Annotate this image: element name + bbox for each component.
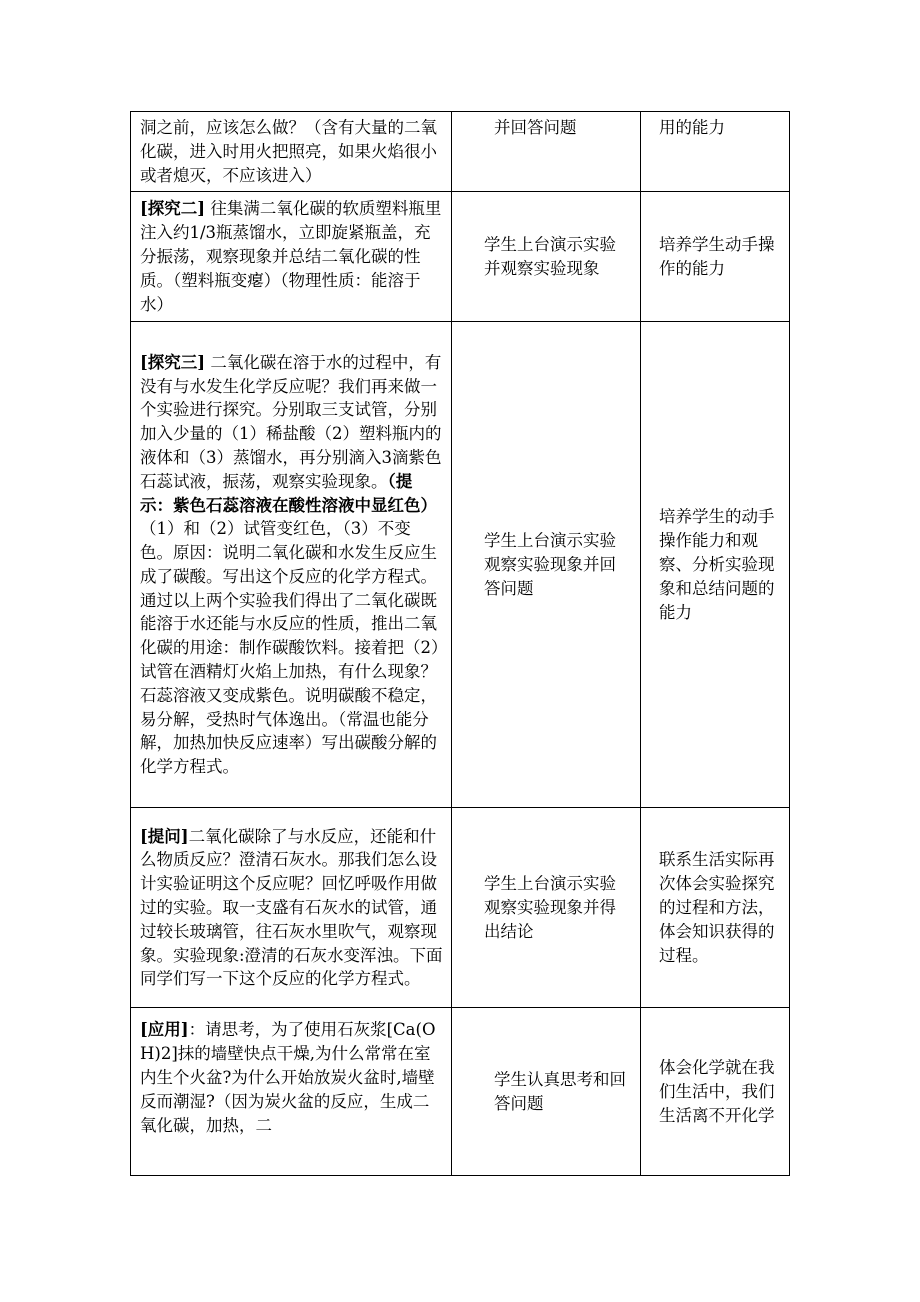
table-row — [131, 808, 790, 1008]
row-content: 洞之前，应该怎么做？（含有大量的二氧化碳，进入时用火把照亮，如果火焰很小或者熄灭，不应该进入） — [140, 118, 437, 185]
section-tag: [提问] — [140, 826, 189, 846]
row-content-continued: （1）和（2）试管变红色，（3）不变色。原因：说明二氧化碳和水发生反应生成了碳酸。写出这个反应的化学方程式。通过以上两个实验我们得出了二氧化碳既能溶于水还能与水反应的性质，推出二氧化碳的用途：制作碳酸饮料。接着把（2）试管在酒精灯火焰上加热，有什么现象？石蕊溶液又变成紫色。说明碳酸不稳定，易分解，受热时气体逸出。（常温也能分解，加热加快反应速率）写出碳酸分解的化学方程式。 — [140, 519, 440, 777]
design-purpose-text: 培养学生的动手操作能力和观察、分析实验现象和总结问题的能力 — [659, 507, 775, 622]
student-activity-text: 学生上台演示实验观察实验现象并得出结论 — [484, 874, 616, 941]
design-purpose-text: 联系生活实际再次体会实验探究的过程和方法，体会知识获得的过程。 — [659, 850, 775, 965]
student-activity-cell — [452, 1008, 641, 1176]
section-tag: [探究三] — [140, 352, 206, 372]
student-activity-cell — [452, 808, 641, 1008]
section-tag: [应用] — [140, 1020, 189, 1040]
teacher-activity-cell — [131, 192, 452, 322]
design-purpose-text: 体会化学就在我们生活中，我们生活离不开化学 — [659, 1058, 775, 1125]
teacher-activity-cell — [131, 808, 452, 1008]
student-activity-cell — [452, 322, 641, 808]
teacher-activity-cell — [131, 322, 452, 808]
teacher-activity-cell — [131, 112, 452, 192]
table-row — [131, 192, 790, 322]
design-purpose-cell — [641, 112, 790, 192]
student-activity-text: 并回答问题 — [494, 118, 577, 137]
table-row — [131, 112, 790, 192]
hint-text: （提示：紫色石蕊溶液在酸性溶液中显红色） — [140, 471, 437, 515]
design-purpose-text: 用的能力 — [659, 118, 725, 137]
teacher-activity-cell — [131, 1008, 452, 1176]
row-content: 二氧化碳除了与水反应，还能和什么物质反应？澄清石灰水。那我们怎么设计实验证明这个反应呢？回忆呼吸作用做过的实验。取一支盛有石灰水的试管，通过较长玻璃管，往石灰水里吹气，观察现象。实验现象:澄清的石灰水变浑浊。下面同学们写一下这个反应的化学方程式。 — [140, 826, 443, 989]
design-purpose-cell — [641, 192, 790, 322]
design-purpose-cell — [641, 322, 790, 808]
section-tag: [探究二] — [140, 199, 206, 219]
lesson-plan-table — [130, 111, 790, 1176]
row-content: 二氧化碳在溶于水的过程中，有没有与水发生化学反应呢？我们再来做一个实验进行探究。分别取三支试管，分别加入少量的（1）稀盐酸（2）塑料瓶内的液体和（3）蒸馏水，再分别滴入3滴紫色石蕊试液，振荡，观察实验现象。 — [140, 352, 442, 491]
row-content: 往集满二氧化碳的软质塑料瓶里注入约1/3瓶蒸馏水，立即旋紧瓶盖，充分振荡，观察现象并总结二氧化碳的性质。（塑料瓶变瘪）（物理性质：能溶于水） — [140, 199, 442, 314]
design-purpose-text: 培养学生动手操作的能力 — [659, 235, 775, 278]
student-activity-text: 学生上台演示实验并观察实验现象 — [484, 235, 616, 278]
student-activity-text: 学生认真思考和回答问题 — [494, 1070, 626, 1113]
student-activity-cell — [452, 112, 641, 192]
design-purpose-cell — [641, 808, 790, 1008]
table-row — [131, 322, 790, 808]
design-purpose-cell — [641, 1008, 790, 1176]
student-activity-text: 学生上台演示实验观察实验现象并回答问题 — [484, 531, 616, 598]
row-content: ：请思考，为了使用石灰浆[Ca(OH)2]抹的墙壁快点干燥,为什么常常在室内生个火盆?为什么开始放炭火盆时,墙壁反而潮湿?（因为炭火盆的反应，生成二氧化碳，加热，二 — [140, 1020, 436, 1135]
student-activity-cell — [452, 192, 641, 322]
table-row — [131, 1008, 790, 1176]
